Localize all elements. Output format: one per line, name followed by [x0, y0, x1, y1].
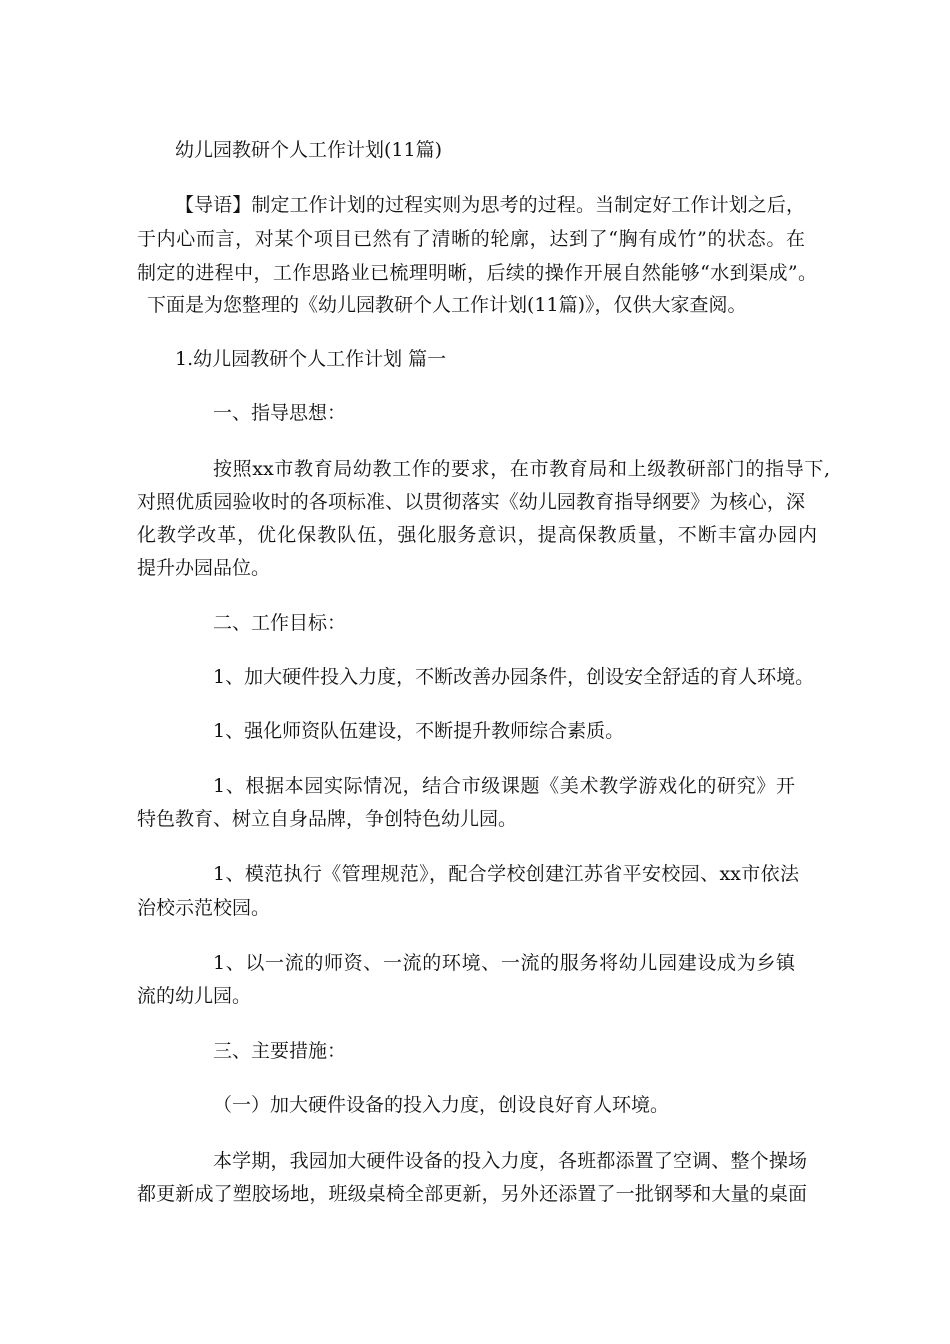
goal-item-1: 1、加大硬件投入力度，不断改善办园条件，创设安全舒适的育人环境。 — [213, 666, 815, 688]
part1-paragraph-line-3: 化教学改革，优化保教队伍，强化服务意识，提高保教质量，不断丰富办园内 — [137, 524, 817, 546]
part1-paragraph-line-2: 对照优质园验收时的各项标准、以贯彻落实《幼儿园教育指导纲要》为核心，深 — [137, 491, 805, 513]
intro-line-4: 下面是为您整理的《幼儿园教研个人工作计划(11篇)》，仅供大家查阅。 — [147, 294, 747, 316]
part2-heading: 二、工作目标： — [213, 612, 347, 634]
measure-subheading-1: （一）加大硬件设备的投入力度，创设良好育人环境。 — [213, 1094, 670, 1116]
document-title: 幼儿园教研个人工作计划(11篇) — [175, 139, 443, 161]
part1-heading: 一、指导思想： — [213, 402, 347, 424]
section-heading: 1.幼儿园教研个人工作计划 篇一 — [175, 348, 447, 370]
intro-line-1: 【导语】制定工作计划的过程实则为思考的过程。当制定好工作计划之后， — [175, 194, 805, 216]
goal-item-5-line-2: 流的幼儿园。 — [137, 985, 252, 1007]
part1-paragraph-line-4: 提升办园品位。 — [137, 557, 271, 579]
goal-item-3-line-2: 特色教育、树立自身品牌，争创特色幼儿园。 — [137, 808, 518, 830]
part1-paragraph-line-1: 按照xx市教育局幼教工作的要求，在市教育局和上级教研部门的指导下, — [213, 458, 830, 480]
measure-paragraph-line-2: 都更新成了塑胶场地，班级桌椅全部更新，另外还添置了一批钢琴和大量的桌面 — [137, 1183, 807, 1205]
intro-line-3: 制定的进程中，工作思路业已梳理明晰，后续的操作开展自然能够“水到渠成”。 — [137, 262, 817, 284]
part3-heading: 三、主要措施： — [213, 1040, 347, 1062]
intro-line-2: 于内心而言，对某个项目已然有了清晰的轮廓，达到了“胸有成竹”的状态。在 — [137, 228, 805, 250]
goal-item-5-line-1: 1、以一流的师资、一流的环境、一流的服务将幼儿园建设成为乡镇 — [213, 952, 795, 974]
goal-item-2: 1、强化师资队伍建设，不断提升教师综合素质。 — [213, 720, 625, 742]
measure-paragraph-line-1: 本学期，我园加大硬件设备的投入力度，各班都添置了空调、整个操场 — [213, 1150, 807, 1172]
goal-item-3-line-1: 1、根据本园实际情况，结合市级课题《美术教学游戏化的研究》开 — [213, 775, 795, 797]
goal-item-4-line-1: 1、模范执行《管理规范》，配合学校创建江苏省平安校园、xx市依法 — [213, 863, 799, 885]
goal-item-4-line-2: 治校示范校园。 — [137, 897, 271, 919]
